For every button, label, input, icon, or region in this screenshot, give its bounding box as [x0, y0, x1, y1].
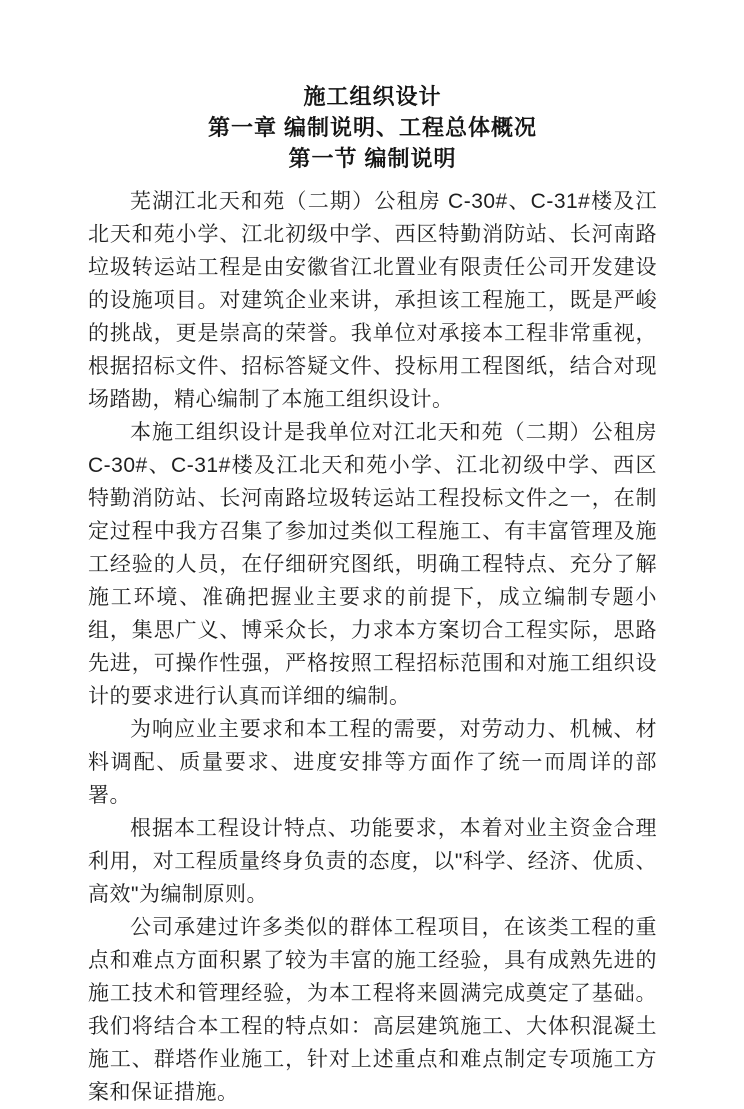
paragraph: 根据本工程设计特点、功能要求，本着对业主资金合理利用，对工程质量终身负责的态度，以"科学、经济、优质、高效"为编制原则。 [88, 817, 657, 906]
paragraph: 为响应业主要求和本工程的需要，对劳动力、机械、材料调配、质量要求、进度安排等方面作了统一而周详的部署。 [88, 718, 657, 807]
section-heading: 第一节 编制说明 [288, 146, 457, 171]
paragraph: 公司承建过许多类似的群体工程项目，在该类工程的重点和难点方面积累了较为丰富的施工经验，具有成熟先进的施工技术和管理经验，为本工程将来圆满完成奠定了基础。我们将结合本工程的特点如：高层建筑施工、大体积混凝土施工、群塔作业施工，针对上述重点和难点制定专项施工方案和保证措施。 [88, 916, 657, 1104]
document-body [88, 185, 657, 1109]
doc-title: 施工组织设计 [303, 84, 442, 109]
paragraph: 本施工组织设计是我单位对江北天和苑（二期）公租房C-30#、C-31#楼及江北天和苑小学、江北初级中学、西区特勤消防站、长河南路垃圾转运站工程投标文件之一，在制定过程中我方召集了参加过类似工程施工、有丰富管理及施工经验的人员，在仔细研究图纸，明确工程特点、充分了解施工环境、准确把握业主要求的前提下，成立编制专题小组，集思广义、博采众长，力求本方案切合工程实际，思路先进，可操作性强，严格按照工程招标范围和对施工组织设计的要求进行认真而详细的编制。 [88, 421, 657, 708]
paragraph: 芜湖江北天和苑（二期）公租房 C-30#、C-31#楼及江北天和苑小学、江北初级中学、西区特勤消防站、长河南路垃圾转运站工程是由安徽省江北置业有限责任公司开发建设的设施项目。对建筑企业来讲，承担该工程施工，既是严峻的挑战，更是崇高的荣誉。我单位对承接本工程非常重视，根据招标文件、招标答疑文件、投标用工程图纸，结合对现场踏勘，精心编制了本施工组织设计。 [88, 190, 657, 411]
chapter-heading: 第一章 编制说明、工程总体概况 [207, 115, 538, 140]
